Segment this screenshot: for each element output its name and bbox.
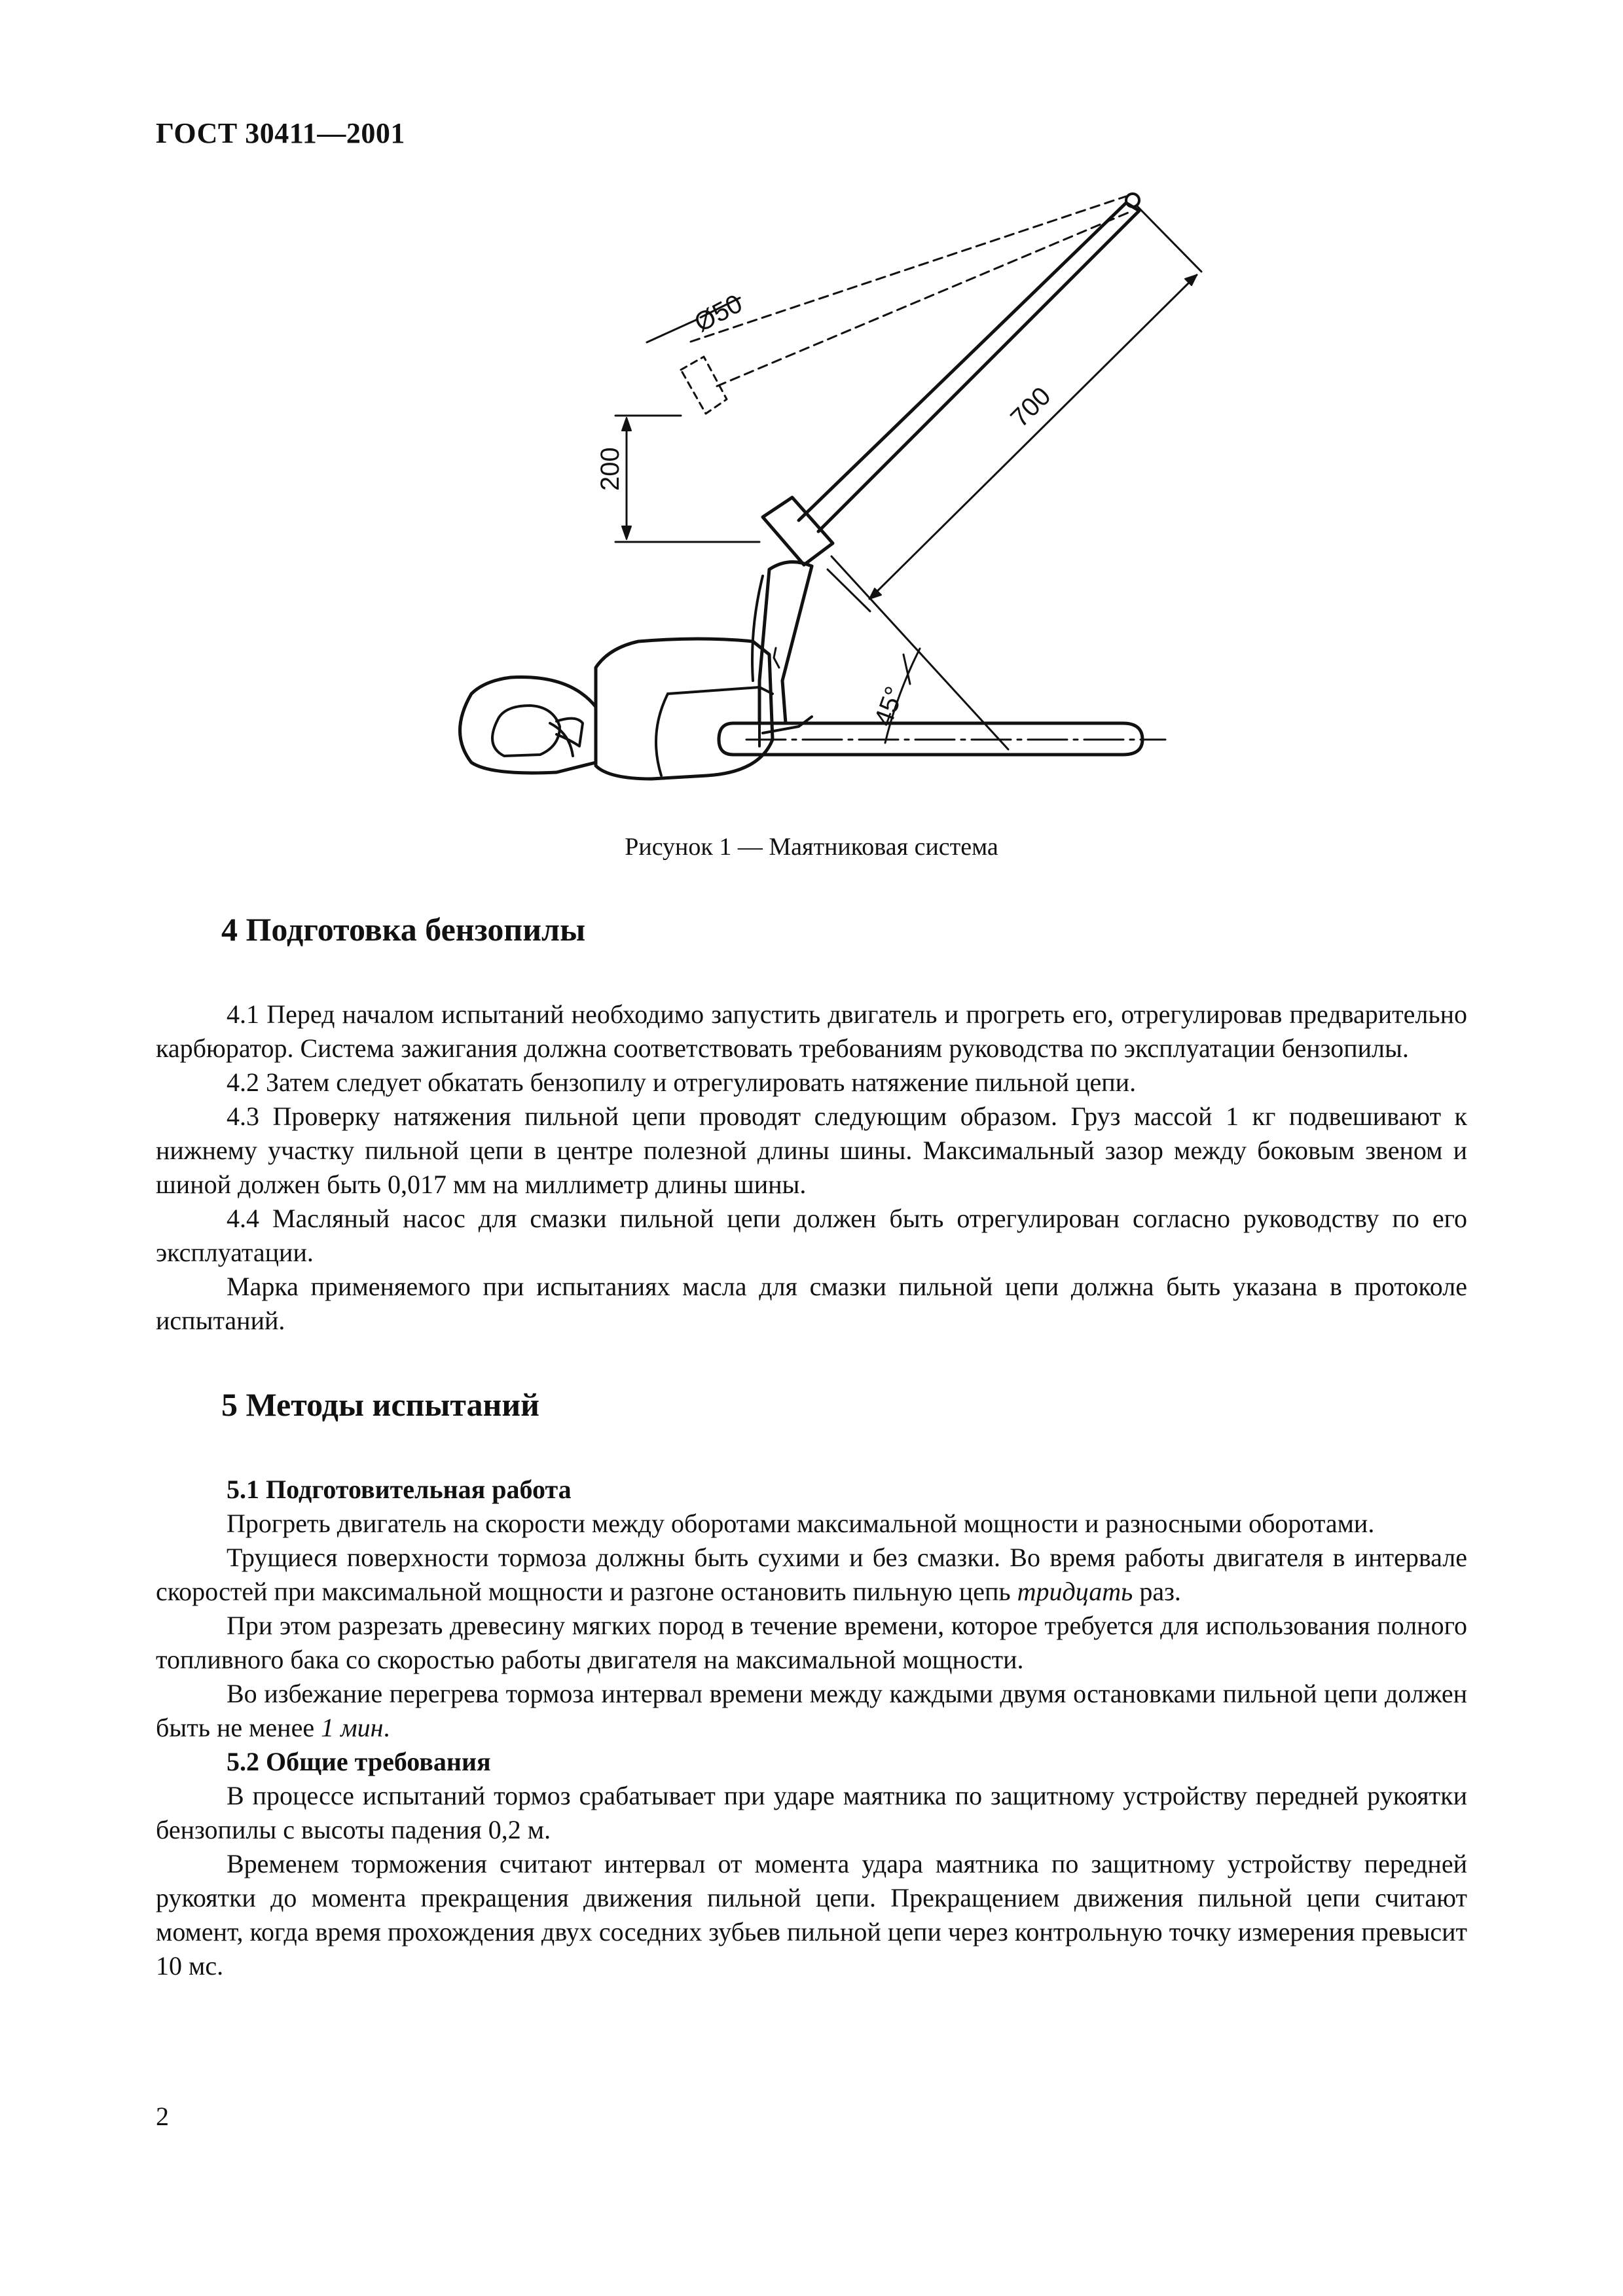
paragraph-5-1-2-text-b: раз. [1133,1577,1181,1606]
document-header: ГОСТ 30411—2001 [156,117,405,149]
paragraph-4-3: 4.3 Проверку натяжения пильной цепи проводят следующим образом. Груз массой 1 кг подвешивают к нижнему участку пильной цепи в центре полезной длины шины. Максимальный зазор между боковым звеном и шиной должен быть 0,017 мм на миллиметр длины шины. [156,1102,1467,1199]
hammer-ghost [681,357,727,414]
angle-label: 45° [869,683,910,730]
figure-caption: Рисунок 1 — Маятниковая система [625,833,998,861]
pendulum-figure [393,170,1205,812]
section-5-1-title: 5.1 Подготовительная работа [227,1475,572,1504]
swing-line-lower [717,211,1133,386]
document-body [156,910,1467,1983]
length-label: 700 [1005,382,1057,433]
section-5-title: 5 Методы испытаний [221,1386,539,1423]
paragraph-5-1-1: Прогреть двигатель на скорости между оборотами максимальной мощности и разносными оборотами. [227,1509,1375,1538]
pendulum-hammer [763,497,833,565]
section-5-2-title: 5.2 Общие требования [227,1747,491,1776]
paragraph-5-1-4-emphasis: 1 мин [321,1713,384,1742]
paragraph-5-1-4-text-a: Во избежание перегрева тормоза интервал времени между каждыми двумя остановками пильной цепи должен быть не менее [156,1679,1467,1742]
chainsaw-rear-handle [460,677,596,773]
chainsaw-front-handle [759,562,812,723]
paragraph-5-2-2: Временем торможения считают интервал от момента удара маятника по защитному устройству передней рукоятки до момента прекращения движения пильной цепи. Прекращением движения пильной цепи считают момент, когда время прохождения двух соседних зубьев пильной цепи через контрольную точку измерения превысит 10 мс. [156,1849,1467,1981]
paragraph-5-1-2-text-a: Трущиеся поверхности тормоза должны быть сухими и без смазки. Во время работы двигателя в интервале скоростей при максимальной мощности и разгоне остановить пильную цепь [156,1543,1467,1606]
paragraph-5-1-3: При этом разрезать древесину мягких пород в течение времени, которое требуется для использования полного топливного бака со скоростью работы двигателя на максимальной мощности. [156,1611,1467,1674]
pendulum-pivot [1126,194,1139,207]
angle-line [831,556,1008,749]
paragraph-5-1-4-text-b: . [383,1713,390,1742]
chainsaw-body [596,639,773,779]
diameter-label: Ø50 [689,289,747,338]
height-label: 200 [596,447,625,491]
paragraph-4-4: 4.4 Масляный насос для смазки пильной цепи должен быть отрегулирован согласно руководству по его эксплуатации. [156,1204,1467,1267]
paragraph-5-1-2-emphasis: тридцать [1017,1577,1133,1606]
pendulum-drawing [393,170,1205,812]
height-dimension-line [615,416,759,542]
paragraph-4-1: 4.1 Перед началом испытаний необходимо запустить двигатель и прогреть его, отрегулировав предварительно карбюратор. Система зажигания должна соответствовать требованиям руководства по эксплуатации бензопилы. [156,999,1467,1063]
paragraph-4-2: 4.2 Затем следует обкатать бензопилу и отрегулировать натяжение пильной цепи. [227,1067,1137,1097]
section-4-title: 4 Подготовка бензопилы [221,911,586,948]
paragraph-5-1-4 [156,1677,1467,1745]
pendulum-rod [799,203,1139,531]
swing-line-upper [691,196,1126,342]
page-number: 2 [156,2102,169,2131]
paragraph-4-5: Марка применяемого при испытаниях масла для смазки пильной цепи должна быть указана в протоколе испытаний. [156,1272,1467,1335]
paragraph-5-2-1: В процессе испытаний тормоз срабатывает при ударе маятника по защитному устройству передней рукоятки бензопилы с высоты падения 0,2 м. [156,1781,1467,1844]
paragraph-5-1-2 [156,1541,1467,1609]
